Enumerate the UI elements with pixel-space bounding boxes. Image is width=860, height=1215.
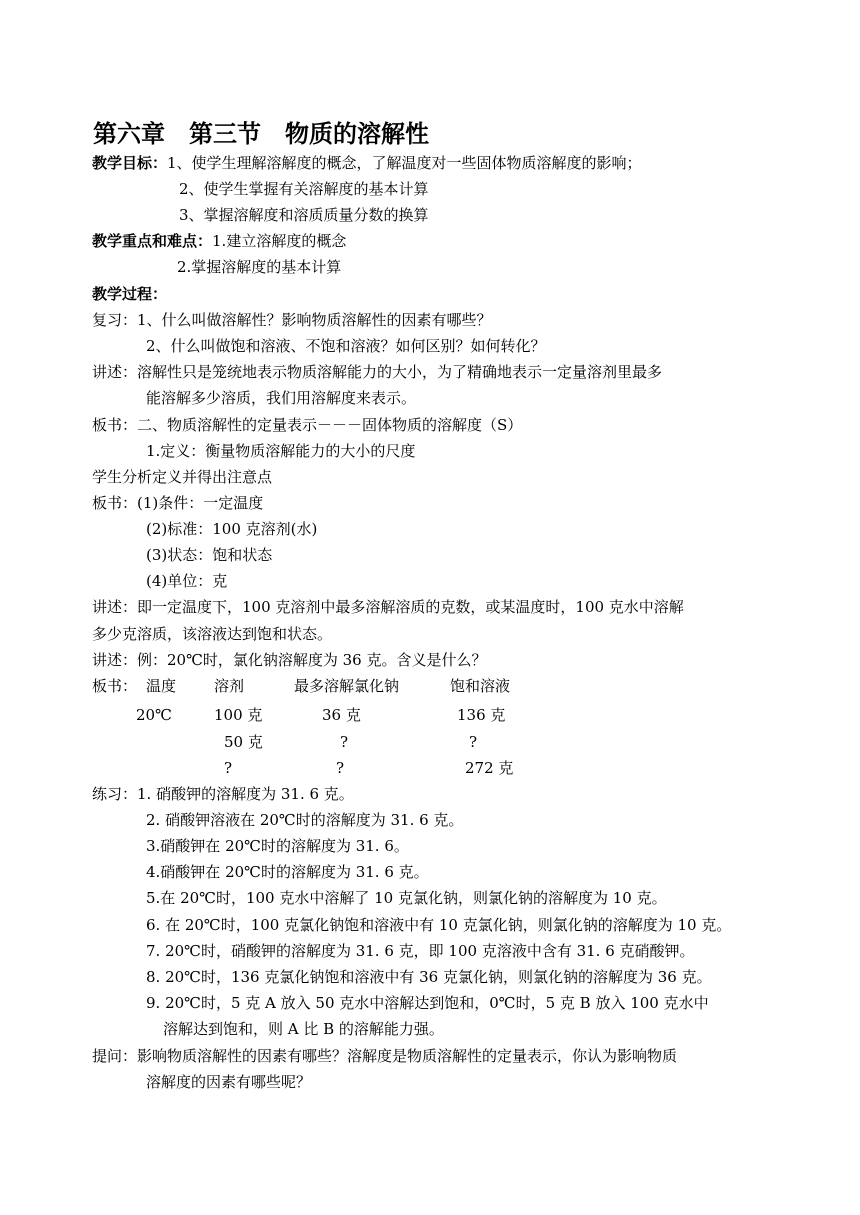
table-cell: 100 克 bbox=[214, 706, 263, 724]
table-cell: 136 克 bbox=[457, 706, 506, 724]
review-line-1 bbox=[92, 310, 492, 330]
explain1-text: 溶解性只是笼统地表示物质溶解能力的大小，为了精确地表示一定量溶剂里最多 bbox=[137, 363, 663, 381]
exercise-item: 8. 20℃时，136 克氯化钠饱和溶液中有 36 克氯化钠，则氯化钠的溶解度为 36 克。 bbox=[146, 968, 712, 986]
question-line-1 bbox=[92, 1046, 677, 1066]
exercise-item: 2. 硝酸钾溶液在 20℃时的溶解度为 31. 6 克。 bbox=[146, 811, 464, 829]
table-header: 温度 bbox=[146, 677, 177, 695]
exercise-item: 6. 在 20℃时，100 克氯化钠饱和溶液中有 10 克氯化钠，则氯化钠的溶解度为 10 克。 bbox=[146, 916, 732, 934]
key-points-line-1 bbox=[92, 231, 346, 251]
table-cell: ? bbox=[469, 733, 478, 751]
table-header: 最多溶解氯化钠 bbox=[294, 677, 400, 695]
board2-line-1 bbox=[92, 493, 263, 513]
table-cell: ? bbox=[224, 759, 233, 777]
explain1-text: 能溶解多少溶质，我们用溶解度来表示。 bbox=[146, 389, 417, 407]
explain1-label: 讲述： bbox=[92, 363, 138, 381]
board2-item: (3)状态：饱和状态 bbox=[146, 546, 273, 564]
key-point-item: 1.建立溶解度的概念 bbox=[212, 232, 347, 250]
table-label: 板书： bbox=[92, 677, 138, 695]
table-cell: ? bbox=[340, 733, 349, 751]
exercise-item: 5.在 20℃时，100 克水中溶解了 10 克氯化钠，则氯化钠的溶解度为 10 克。 bbox=[146, 889, 667, 907]
table-cell: 20℃ bbox=[136, 706, 172, 724]
objective-item: 1、使学生理解溶解度的概念，了解温度对一些固体物质溶解度的影响； bbox=[167, 154, 642, 172]
table-cell: ? bbox=[336, 759, 345, 777]
exercises-line-1 bbox=[92, 784, 354, 804]
process-label: 教学过程： bbox=[92, 285, 168, 303]
board2-label: 板书： bbox=[92, 494, 138, 512]
chapter-title: 第六章 第三节 物质的溶解性 bbox=[93, 119, 429, 148]
board2-item: (1)条件：一定温度 bbox=[137, 494, 264, 512]
key-points-label: 教学重点和难点： bbox=[92, 232, 213, 250]
table-cell: 36 克 bbox=[322, 706, 361, 724]
exercise-item: 1. 硝酸钾的溶解度为 31. 6 克。 bbox=[137, 785, 354, 803]
table-cell: 50 克 bbox=[224, 733, 263, 751]
objective-item: 2、使学生掌握有关溶解度的基本计算 bbox=[179, 180, 429, 198]
explain2-line-1: 讲述：即一定温度下，100 克溶剂中最多溶解溶质的克数，或某温度时，100 克水中溶解 bbox=[92, 598, 684, 616]
board1-line-1 bbox=[92, 415, 522, 435]
review-item: 2、什么叫做饱和溶液、不饱和溶液？如何区别？如何转化？ bbox=[146, 337, 546, 355]
exercise-item: 3.硝酸钾在 20℃时的溶解度为 31. 6。 bbox=[146, 837, 409, 855]
exercise-item: 7. 20℃时，硝酸钾的溶解度为 31. 6 克，即 100 克溶液中含有 31. 6 克硝酸钾。 bbox=[146, 942, 695, 960]
objectives-line-1 bbox=[92, 153, 642, 173]
board2-item: (4)单位：克 bbox=[146, 572, 228, 590]
exercise-item: 9. 20℃时，5 克 A 放入 50 克水中溶解达到饱和，0℃时，5 克 B 放入 100 克水中 bbox=[146, 994, 709, 1012]
objective-item: 3、掌握溶解度和溶质质量分数的换算 bbox=[179, 206, 429, 224]
explain1-line-1 bbox=[92, 362, 662, 382]
question-text: 溶解度的因素有哪些呢？ bbox=[146, 1073, 312, 1091]
explain3-line: 讲述：例：20℃时，氯化钠溶解度为 36 克。含义是什么？ bbox=[92, 651, 487, 669]
exercises-label: 练习： bbox=[92, 785, 138, 803]
question-text: 影响物质溶解性的因素有哪些？溶解度是物质溶解性的定量表示，你认为影响物质 bbox=[137, 1047, 678, 1065]
explain2-line-2: 多少克溶质，该溶液达到饱和状态。 bbox=[92, 625, 333, 643]
table-cell: 272 克 bbox=[465, 759, 514, 777]
definition-line: 1.定义：衡量物质溶解能力的大小的尺度 bbox=[146, 442, 416, 460]
review-item: 1、什么叫做溶解性？影响物质溶解性的因素有哪些？ bbox=[137, 311, 492, 329]
board2-item: (2)标准：100 克溶剂(水) bbox=[146, 520, 318, 538]
key-point-item: 2.掌握溶解度的基本计算 bbox=[177, 258, 342, 276]
exercise-item: 溶解达到饱和，则 A 比 B 的溶解能力强。 bbox=[163, 1020, 444, 1038]
student-note: 学生分析定义并得出注意点 bbox=[92, 468, 273, 486]
table-header: 溶剂 bbox=[214, 677, 245, 695]
board1-label: 板书： bbox=[92, 416, 138, 434]
exercise-item: 4.硝酸钾在 20℃时的溶解度为 31. 6 克。 bbox=[146, 863, 429, 881]
table-header: 饱和溶液 bbox=[450, 677, 511, 695]
review-label: 复习： bbox=[92, 311, 138, 329]
board1-heading: 二、物质溶解性的定量表示－－－固体物质的溶解度（S） bbox=[137, 416, 523, 434]
question-label: 提问： bbox=[92, 1047, 138, 1065]
objectives-label: 教学目标： bbox=[92, 154, 168, 172]
